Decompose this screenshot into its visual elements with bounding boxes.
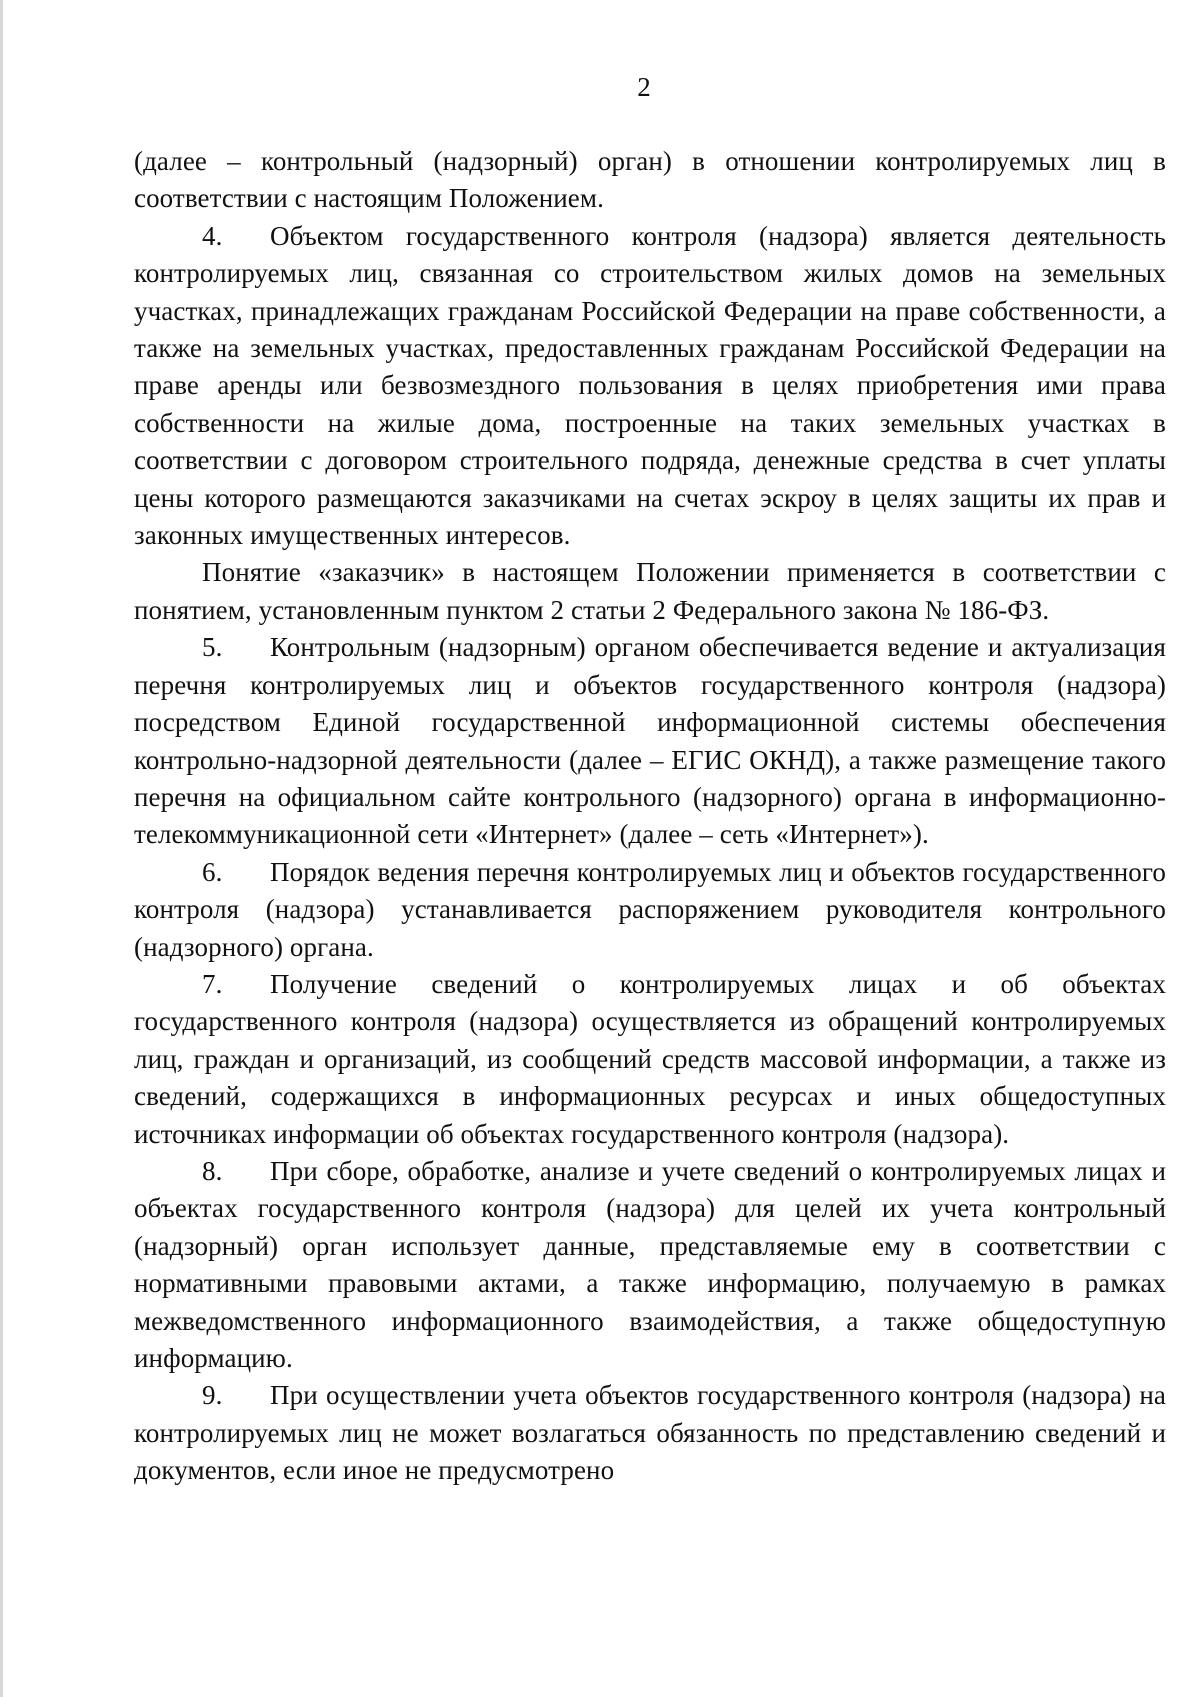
paragraph-7 xyxy=(134,966,1166,1153)
document-body xyxy=(134,143,1166,1490)
paragraph-9 xyxy=(134,1377,1166,1489)
paragraph-4-text: Объектом государственного контроля (надзора) является деятельность контролируемых лиц, связанная со строительством жилых домов на земельных участках, принадлежащих гражданам Российской Федерации на праве собственности, а также на земельных участках, предоставленных гражданам Российской Федерации на праве аренды или безвозмездного пользования в целях приобретения ими права собственности на жилые дома, построенные на таких земельных участках в соответствии с договором строительного подряда, денежные средства в счет уплаты цены которого размещаются заказчиками на счетах эскроу в целях защиты их прав и законных имущественных интересов. xyxy=(134,220,1166,551)
paragraph-4-note: Понятие «заказчик» в настоящем Положении применяется в соответствии с понятием, установленным пунктом 2 статьи 2 Федерального закона № 186-ФЗ. xyxy=(134,557,1166,625)
paragraph-number-9: 9. xyxy=(202,1380,223,1411)
paragraph-6-text: Порядок ведения перечня контролируемых лиц и объектов государственного контроля (надзора) устанавливается распоряжением руководителя контрольного (надзорного) органа. xyxy=(134,856,1166,962)
paragraph-4 xyxy=(134,218,1166,555)
paragraph-number-7: 7. xyxy=(202,968,223,999)
paragraph-6 xyxy=(134,854,1166,966)
paragraph-number-6: 6. xyxy=(202,856,223,887)
page-number: 2 xyxy=(637,72,651,102)
paragraph-5-text: Контрольным (надзорным) органом обеспечивается ведение и актуализация перечня контролируемых лиц и объектов государственного контроля (надзора) посредством Единой государственной информационной системы обеспечения контрольно-надзорной деятельности (далее – ЕГИС ОКНД), а также размещение такого перечня на официальном сайте контрольного (надзорного) органа в информационно-телекоммуникационной сети «Интернет» (далее – сеть «Интернет»). xyxy=(134,632,1166,850)
paragraph-continuation: (далее – контрольный (надзорный) орган) в отношении контролируемых лиц в соответствии с настоящим Положением. xyxy=(134,146,1166,214)
paragraph-number-4: 4. xyxy=(202,220,223,251)
paragraph-7-text: Получение сведений о контролируемых лицах и об объектах государственного контроля (надзора) осуществляется из обращений контролируемых лиц, граждан и организаций, из сообщений средств массовой информации, а также из сведений, содержащихся в информационных ресурсах и иных общедоступных источниках информации об объектах государственного контроля (надзора). xyxy=(134,968,1166,1149)
paragraph-number-5: 5. xyxy=(202,632,223,663)
paragraph-9-text: При осуществлении учета объектов государственного контроля (надзора) на контролируемых лиц не может возлагаться обязанность по представлению сведений и документов, если иное не предусмотрено xyxy=(134,1380,1166,1486)
paragraph-5 xyxy=(134,629,1166,853)
scan-edge-line xyxy=(0,0,3,1697)
paragraph-number-8: 8. xyxy=(202,1155,223,1186)
paragraph-8-text: При сборе, обработке, анализе и учете сведений о контролируемых лицах и объектах государственного контроля (надзора) для целей их учета контрольный (надзорный) орган использует данные, представляемые ему в соответствии с нормативными правовыми актами, а также информацию, получаемую в рамках межведомственного информационного взаимодействия, а также общедоступную информацию. xyxy=(134,1155,1166,1373)
paragraph-8 xyxy=(134,1153,1166,1377)
